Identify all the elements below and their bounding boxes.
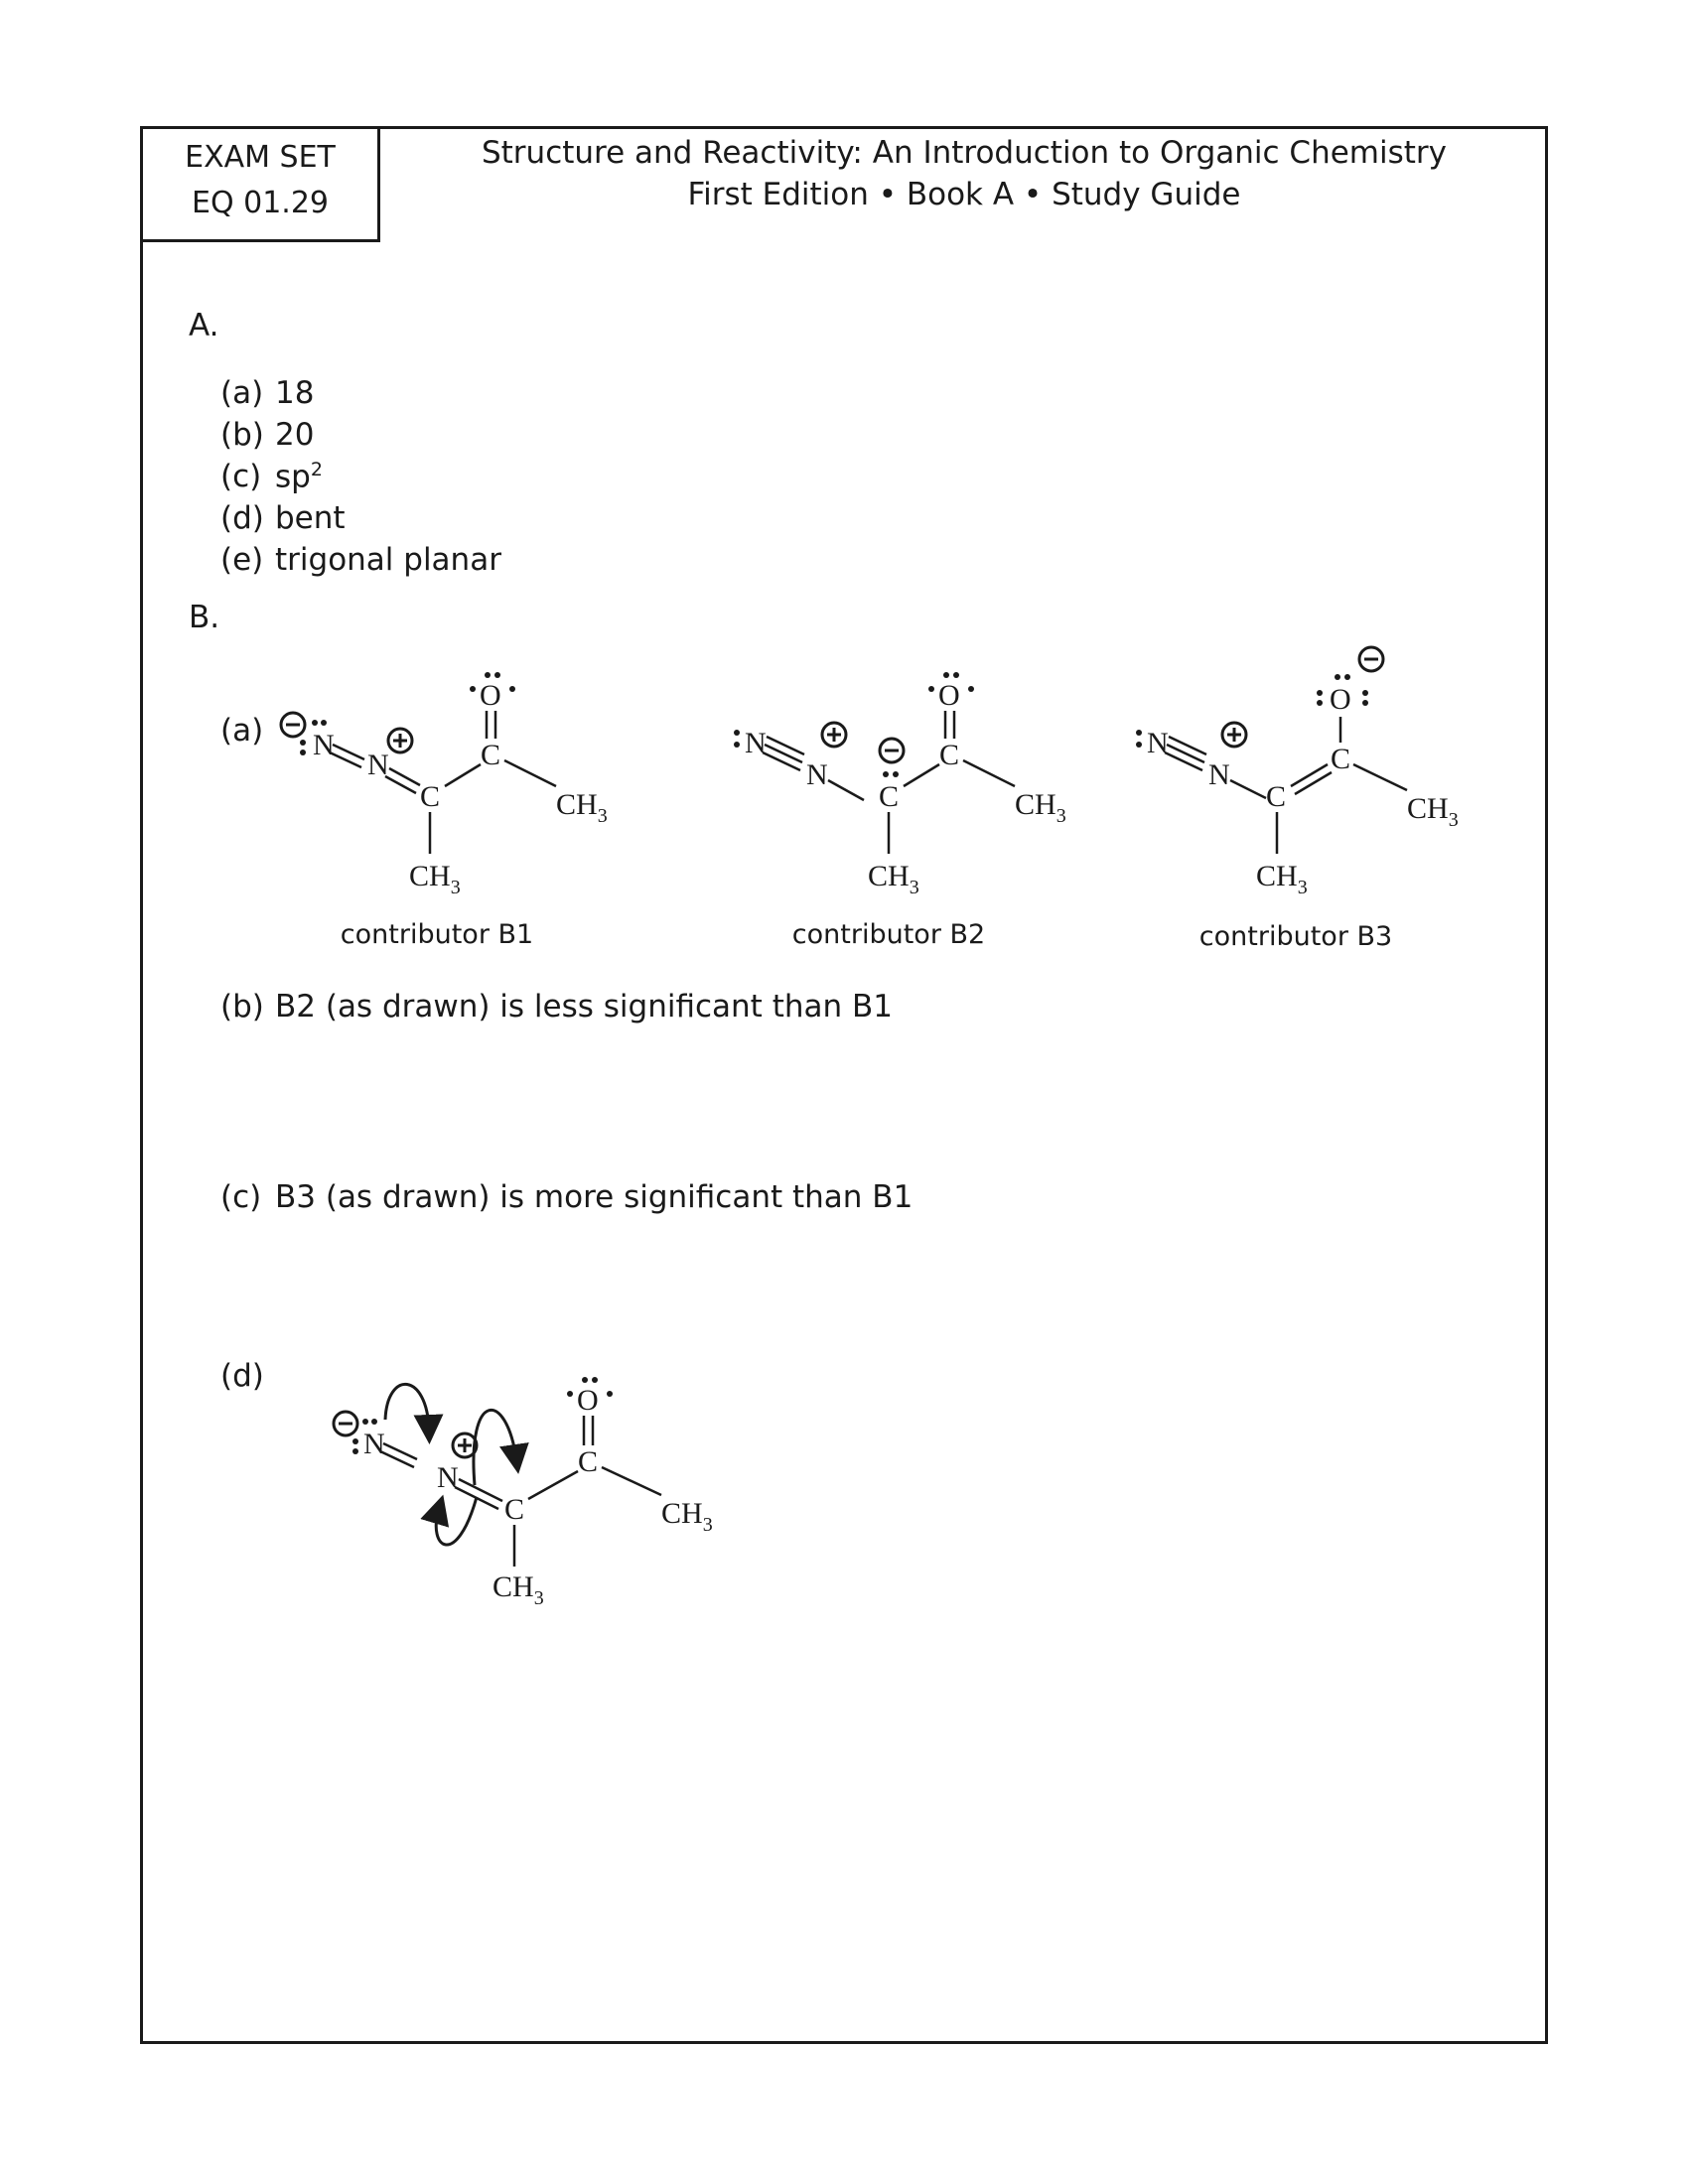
atom-c-alpha: C	[420, 780, 441, 813]
contributor-b1-structure	[268, 665, 665, 903]
atom-c-carbonyl: C	[578, 1445, 599, 1478]
answer-a: (a) 18	[220, 375, 315, 411]
contributor-b2-structure	[725, 665, 1122, 903]
methyl-2: $CH_3$	[1407, 792, 1459, 831]
atom-o: O	[577, 1384, 599, 1417]
caption-b2: contributor B2	[791, 919, 986, 950]
contributor-b3-structure	[1127, 645, 1524, 903]
atom-n1: N	[1147, 727, 1169, 759]
page-frame	[140, 126, 1548, 2044]
atom-c-alpha: C	[879, 780, 900, 813]
curved-arrow-mechanism	[318, 1350, 735, 1628]
part-a-label: (a)	[220, 713, 264, 749]
atom-n1: N	[363, 1428, 385, 1460]
methyl-1: $CH_3$	[868, 860, 919, 898]
caption-b3: contributor B3	[1198, 921, 1393, 952]
answer-d: (d) bent	[220, 500, 346, 536]
atom-o: O	[1330, 683, 1351, 716]
part-c-answer: (c) B3 (as drawn) is more significant than B1	[220, 1179, 914, 1215]
part-b-answer: (b) B2 (as drawn) is less significant than B1	[220, 989, 893, 1024]
book-subtitle: First Edition • Book A • Study Guide	[687, 177, 1241, 212]
atom-n1: N	[745, 727, 767, 759]
methyl-2: $CH_3$	[556, 788, 608, 827]
book-title: Structure and Reactivity: An Introduction to Organic Chemistry	[481, 135, 1448, 171]
atom-n2: N	[806, 758, 828, 791]
answer-e: (e) trigonal planar	[220, 542, 501, 578]
atom-c-carbonyl: C	[481, 739, 501, 771]
atom-c-enolate: C	[1331, 743, 1351, 775]
part-d-label: (d)	[220, 1358, 264, 1394]
methyl-2: $CH_3$	[661, 1497, 713, 1536]
methyl-2: $CH_3$	[1015, 788, 1066, 827]
answer-c: (c) $sp^2$	[220, 459, 323, 495]
atom-n2: N	[437, 1461, 459, 1494]
exam-set-box	[140, 126, 380, 242]
atom-c-alpha: C	[1266, 780, 1287, 813]
methyl-1: $CH_3$	[492, 1570, 544, 1609]
atom-o: O	[480, 679, 501, 712]
methyl-1: $CH_3$	[1256, 860, 1308, 898]
section-b-label: B.	[189, 600, 220, 635]
atom-n1: N	[313, 729, 335, 761]
caption-b1: contributor B1	[340, 919, 534, 950]
atom-c-carbonyl: C	[939, 739, 960, 771]
atom-c-alpha: C	[504, 1493, 525, 1526]
page-header	[380, 132, 1548, 215]
exam-set-number: EQ 01.29	[192, 186, 329, 220]
atom-n2: N	[1208, 758, 1230, 791]
atom-n2: N	[367, 749, 389, 781]
section-a-label: A.	[189, 308, 219, 343]
methyl-1: $CH_3$	[409, 860, 461, 898]
exam-set-label: EXAM SET	[185, 140, 336, 175]
answer-b: (b) 20	[220, 417, 315, 453]
atom-o: O	[938, 679, 960, 712]
